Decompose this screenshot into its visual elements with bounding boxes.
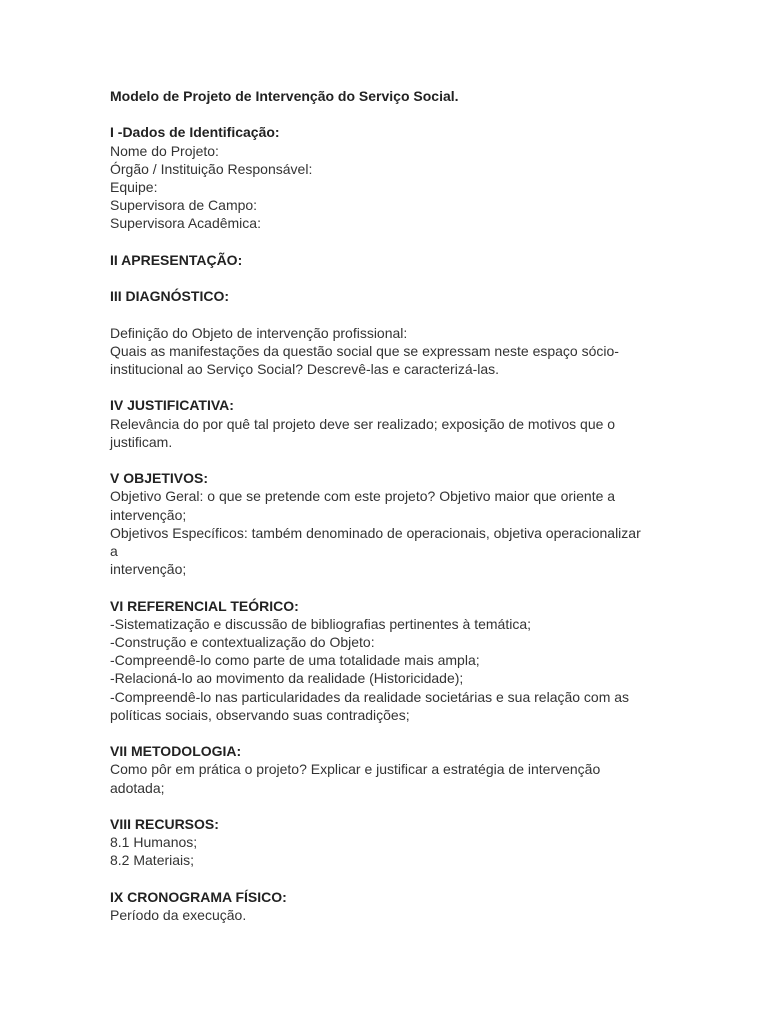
body-line: intervenção; — [110, 506, 187, 523]
body-line: Período da execução. — [110, 906, 247, 923]
spacer — [110, 269, 650, 287]
spacer — [110, 724, 650, 742]
section-heading-apresentacao: II APRESENTAÇÃO: — [110, 251, 243, 268]
section-heading-objetivos: V OBJETIVOS: — [110, 470, 209, 487]
body-line: 8.2 Materiais; — [110, 852, 195, 869]
field-supervisora-campo: Supervisora de Campo: — [110, 197, 258, 214]
body-line: -Compreendê-lo nas particularidades da realidade societárias e sua relação com as — [110, 688, 630, 705]
section-heading-identificacao: I -Dados de Identificação: — [110, 124, 280, 141]
body-line: Relevância do por quê tal projeto deve ser realizado; exposição de motivos que o — [110, 415, 616, 432]
spacer — [110, 378, 650, 396]
section-heading-recursos: VIII RECURSOS: — [110, 815, 219, 832]
field-supervisora-academica: Supervisora Acadêmica: — [110, 215, 261, 232]
body-line: intervenção; — [110, 561, 187, 578]
section-heading-metodologia: VII METODOLOGIA: — [110, 743, 242, 760]
body-line: 8.1 Humanos; — [110, 834, 198, 851]
body-line: Definição do Objeto de intervenção profissional: — [110, 324, 408, 341]
body-line: a — [110, 542, 118, 559]
section-heading-referencial-teorico: VI REFERENCIAL TEÓRICO: — [110, 597, 299, 614]
body-line: Objetivo Geral: o que se pretende com este projeto? Objetivo maior que oriente a — [110, 488, 616, 505]
body-line: -Compreendê-lo como parte de uma totalidade mais ampla; — [110, 652, 480, 669]
spacer — [110, 305, 650, 323]
spacer — [110, 870, 650, 888]
spacer — [110, 797, 650, 815]
spacer — [110, 233, 650, 251]
body-line: Objetivos Específicos: também denominado de operacionais, objetiva operacionalizar — [110, 524, 641, 541]
spacer — [110, 105, 650, 123]
document-page — [110, 87, 650, 924]
field-nome-projeto: Nome do Projeto: — [110, 142, 219, 159]
field-equipe: Equipe: — [110, 179, 158, 195]
body-line: justificam. — [110, 433, 173, 450]
section-heading-diagnostico: III DIAGNÓSTICO: — [110, 288, 229, 305]
body-line: -Sistematização e discussão de bibliografias pertinentes à temática; — [110, 615, 531, 632]
body-line: -Relacioná-lo ao movimento da realidade (Historicidade); — [110, 670, 464, 687]
section-heading-justificativa: IV JUSTIFICATIVA: — [110, 397, 234, 414]
spacer — [110, 578, 650, 596]
body-line: Quais as manifestações da questão social que se expressam neste espaço sócio- — [110, 342, 619, 359]
document-title: Modelo de Projeto de Intervenção do Serviço Social. — [110, 88, 459, 104]
body-line: adotada; — [110, 779, 165, 796]
field-orgao: Órgão / Instituição Responsável: — [110, 160, 313, 177]
body-line: institucional ao Serviço Social? Descrevê-las e caracterizá-las. — [110, 360, 500, 377]
body-line: Como pôr em prática o projeto? Explicar e justificar a estratégia de intervenção — [110, 761, 601, 778]
body-line: -Construção e contextualização do Objeto: — [110, 633, 375, 650]
section-heading-cronograma: IX CRONOGRAMA FÍSICO: — [110, 888, 287, 905]
body-line: políticas sociais, observando suas contradições; — [110, 706, 410, 723]
spacer — [110, 451, 650, 469]
